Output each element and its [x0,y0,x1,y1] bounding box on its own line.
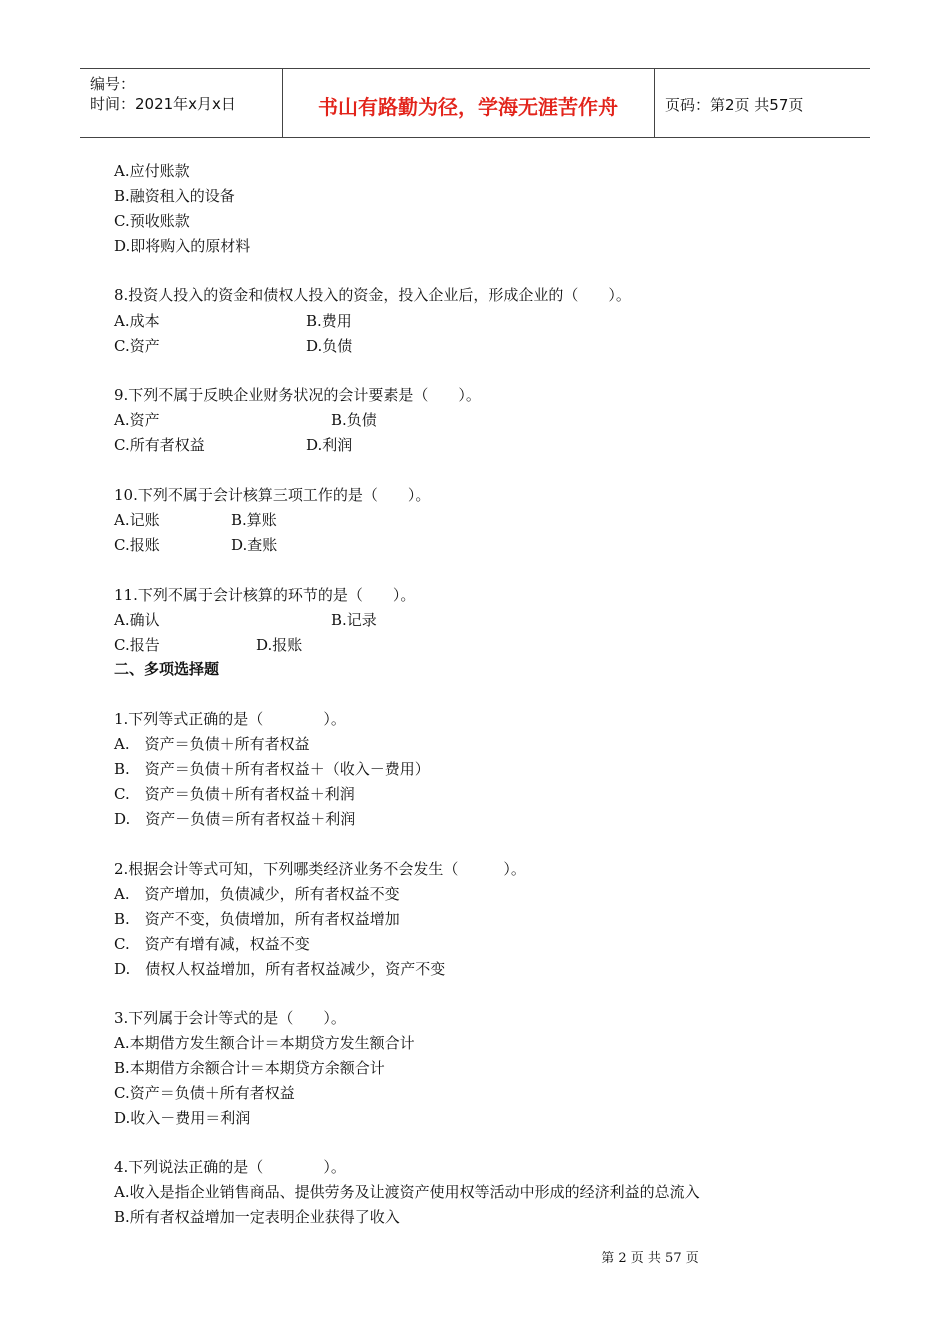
code-label: 编号： [90,75,136,93]
question-text: 1.下列等式正确的是（ ）。 [114,710,346,728]
page-footer [0,1247,950,1266]
option-line: A.应付账款 [114,162,190,180]
option-line: A. 资产增加，负债减少，所有者权益不变 [114,885,400,903]
header-motto-cell [282,69,655,137]
header-page-cell [655,69,870,137]
option-line: D.利润 [306,436,353,454]
option-line: B. 资产不变，负债增加，所有者权益增加 [114,910,400,928]
option-line: B.融资租入的设备 [114,187,235,205]
option-line: B.算账 [231,511,277,529]
option-line: B.所有者权益增加一定表明企业获得了收入 [114,1208,400,1226]
option-line: B.负债 [331,411,377,429]
option-line: B. 资产＝负债＋所有者权益＋（收入－费用） [114,760,430,778]
option-line: C.资产＝负债＋所有者权益 [114,1084,295,1102]
option-line: A.记账 [114,511,160,529]
question-text: 2.根据会计等式可知，下列哪类经济业务不会发生（ ）。 [114,860,526,878]
page-info: 页码：第2页 共57页 [665,96,804,114]
motto: 书山有路勤为径，学海无涯苦作舟 [318,95,618,119]
option-line: A.资产 [114,411,160,429]
header-info-cell [80,69,283,137]
option-line: A. 资产＝负债＋所有者权益 [114,735,310,753]
option-line: C.报账 [114,536,160,554]
section-heading: 二、多项选择题 [114,660,220,678]
option-line: C.资产 [114,337,160,355]
option-line: D.查账 [231,536,278,554]
option-line: C. 资产有增有减，权益不变 [114,935,310,953]
option-line: D.报账 [256,636,303,654]
time-label: 时间：2021年x月x日 [90,95,236,113]
option-line: C.预收账款 [114,212,190,230]
option-line: C. 资产＝负债＋所有者权益＋利润 [114,785,355,803]
footer-page-number: 第 2 页 共 57 页 [601,1251,699,1266]
question-text: 9.下列不属于反映企业财务状况的会计要素是（ ）。 [114,386,481,404]
option-line: C.报告 [114,636,160,654]
option-line: C.所有者权益 [114,436,205,454]
option-line: B.本期借方余额合计＝本期贷方余额合计 [114,1059,385,1077]
option-line: A.收入是指企业销售商品、提供劳务及让渡资产使用权等活动中形成的经济利益的总流入 [114,1183,700,1201]
option-line: B.记录 [331,611,377,629]
question-text: 11.下列不属于会计核算的环节的是（ ）。 [114,586,416,604]
option-line: D.负债 [306,337,353,355]
option-line: D. 资产－负债＝所有者权益＋利润 [114,810,356,828]
option-line: D. 债权人权益增加，所有者权益减少，资产不变 [114,960,446,978]
question-text: 3.下列属于会计等式的是（ ）。 [114,1009,346,1027]
page-header [80,68,870,138]
option-line: D.收入－费用＝利润 [114,1109,251,1127]
option-line: A.确认 [114,611,160,629]
option-line: A.成本 [114,312,160,330]
question-text: 10.下列不属于会计核算三项工作的是（ ）。 [114,486,431,504]
option-line: A.本期借方发生额合计＝本期贷方发生额合计 [114,1034,415,1052]
option-line: B.费用 [306,312,352,330]
option-line: D.即将购入的原材料 [114,237,251,255]
question-text: 4.下列说法正确的是（ ）。 [114,1158,346,1176]
question-text: 8.投资人投入的资金和债权人投入的资金，投入企业后，形成企业的（ ）。 [114,286,631,304]
